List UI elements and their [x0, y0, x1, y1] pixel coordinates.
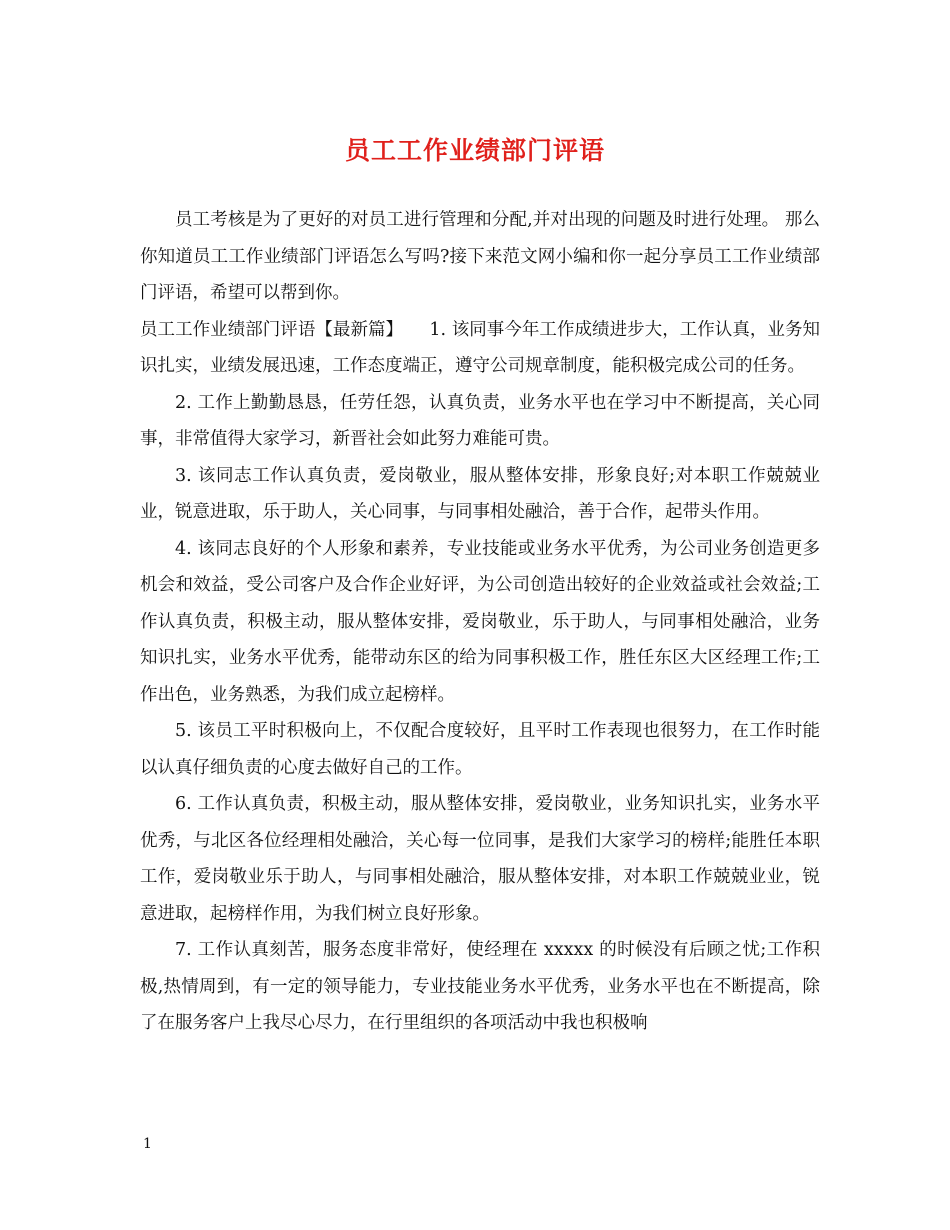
section-heading: 员工工作业绩部门评语【最新篇】: [140, 319, 395, 340]
list-item: 5. 该员工平时积极向上，不仅配合度较好，且平时工作表现也很努力，在工作时能以认真仔细负责的心度去做好自己的工作。: [140, 721, 820, 778]
list-item: 2. 工作上勤勤恳恳，任劳任怨，认真负责，业务水平也在学习中不断提高，关心同事，非常值得大家学习，新晋社会如此努力难能可贵。: [140, 392, 820, 449]
section-gap: [394, 320, 429, 340]
list-item: 3. 该同志工作认真负责，爱岗敬业，服从整体安排，形象良好;对本职工作兢兢业业，锐意进取，乐于助人，关心同事，与同事相处融洽，善于合作，起带头作用。: [140, 465, 820, 522]
document-body: [140, 202, 820, 1042]
intro-paragraph: 员工考核是为了更好的对员工进行管理和分配,并对出现的问题及时进行处理。 那么你知道员工工作业绩部门评语怎么写吗?接下来范文网小编和你一起分享员工工作业绩部门评语，希望可以帮到你。: [140, 210, 820, 303]
page-number: 1: [143, 1136, 152, 1152]
document-title: 员工工作业绩部门评语: [344, 136, 605, 165]
list-item: 4. 该同志良好的个人形象和素养，专业技能或业务水平优秀，为公司业务创造更多机会和效益，受公司客户及合作企业好评，为公司创造出较好的企业效益或社会效益;工作认真负责，积极主动，服从整体安排，爱岗敬业，乐于助人，与同事相处融洽，业务知识扎实，业务水平优秀，能带动东区的给为同事积极工作，胜任东区大区经理工作;工作出色，业务熟悉，为我们成立起榜样。: [140, 538, 820, 705]
list-item: 7. 工作认真刻苦，服务态度非常好，使经理在 xxxxx 的时候没有后顾之忧;工作积极,热情周到，有一定的领导能力，专业技能业务水平优秀，业务水平也在不断提高，除了在服务客户上我尽心尽力，在行里组织的各项活动中我也积极响: [140, 940, 820, 1033]
list-item: 1. 该同事今年工作成绩进步大，工作认真，业务知识扎实，业绩发展迅速，工作态度端正，遵守公司规章制度，能积极完成公司的任务。: [140, 319, 821, 376]
list-item: 6. 工作认真负责，积极主动，服从整体安排，爱岗敬业，业务知识扎实，业务水平优秀，与北区各位经理相处融洽，关心每一位同事，是我们大家学习的榜样;能胜任本职工作，爱岗敬业乐于助人，与同事相处融洽，服从整体安排，对本职工作兢兢业业，锐意进取，起榜样作用，为我们树立良好形象。: [140, 794, 820, 924]
section-paragraph: [140, 312, 820, 385]
